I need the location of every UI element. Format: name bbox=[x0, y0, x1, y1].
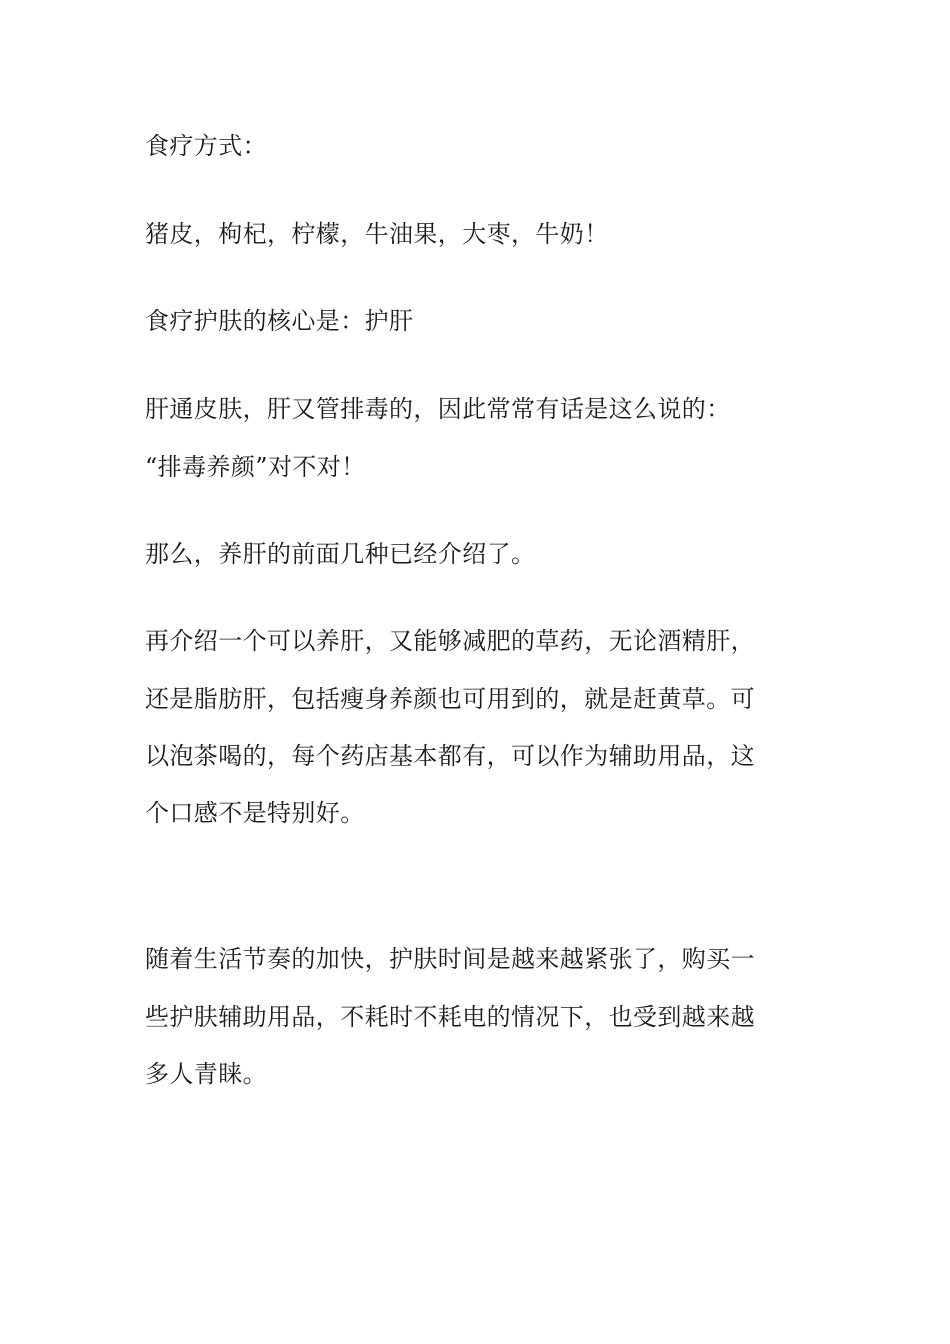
paragraph-intro-done: 那么，养肝的前面几种已经介绍了。 bbox=[145, 540, 536, 568]
paragraph-lifestyle-line-2: 些护肤辅助用品，不耗时不耗电的情况下，也受到越来越 bbox=[145, 1003, 755, 1031]
paragraph-food-list: 猪皮，枸杞，柠檬，牛油果，大枣，牛奶！ bbox=[145, 220, 609, 248]
paragraph-core-point: 食疗护肤的核心是：护肝 bbox=[145, 307, 414, 335]
paragraph-herb-line-1: 再介绍一个可以养肝，又能够减肥的草药，无论酒精肝， bbox=[145, 627, 755, 655]
paragraph-herb-line-2: 还是脂肪肝，包括瘦身养颜也可用到的，就是赶黄草。可 bbox=[145, 685, 755, 713]
paragraph-herb-line-3: 以泡茶喝的，每个药店基本都有，可以作为辅助用品，这 bbox=[145, 742, 755, 770]
paragraph-heading-diet-methods: 食疗方式： bbox=[145, 132, 267, 160]
paragraph-herb-line-4: 个口感不是特别好。 bbox=[145, 799, 365, 827]
paragraph-liver-skin-line-2: “排毒养颜”对不对！ bbox=[145, 453, 366, 481]
paragraph-lifestyle-line-3: 多人青睐。 bbox=[145, 1060, 267, 1088]
paragraph-liver-skin-line-1: 肝通皮肤，肝又管排毒的，因此常常有话是这么说的： bbox=[145, 395, 731, 423]
paragraph-lifestyle-line-1: 随着生活节奏的加快，护肤时间是越来越紧张了，购买一 bbox=[145, 945, 755, 973]
